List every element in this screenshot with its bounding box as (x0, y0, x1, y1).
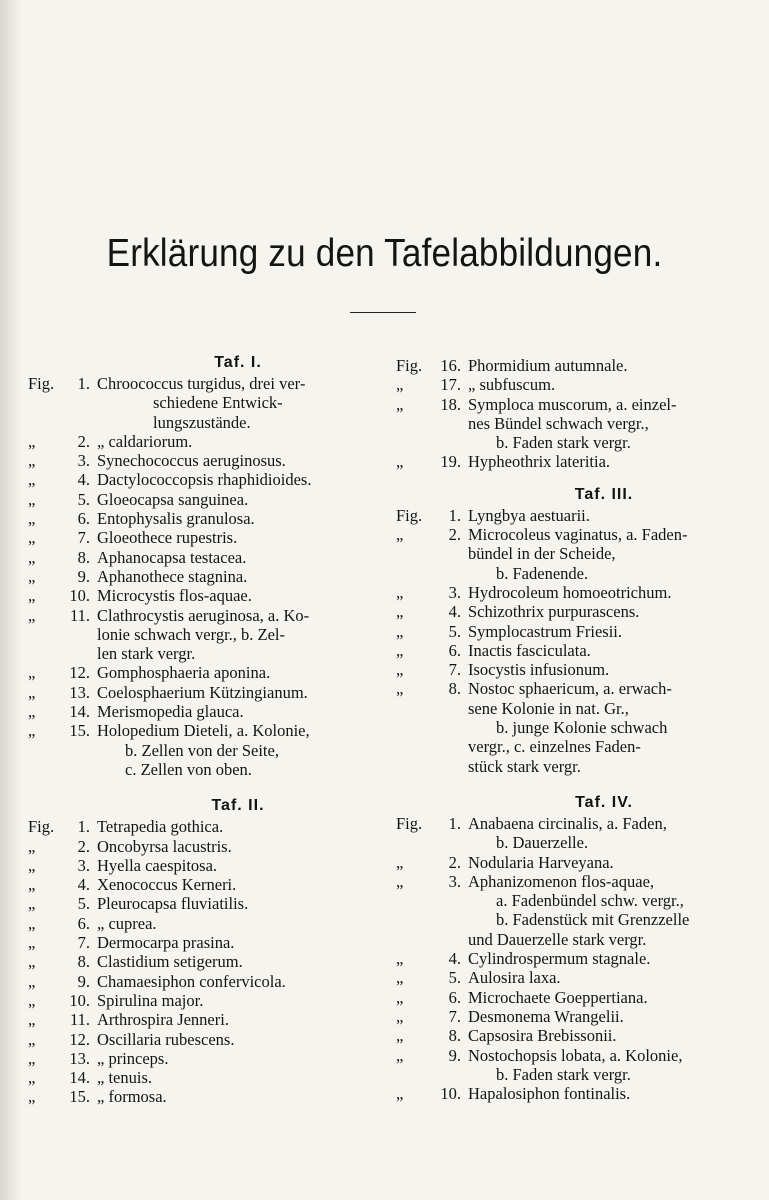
figure-prefix (396, 718, 432, 737)
figure-description: stück stark vergr. (468, 756, 581, 776)
figure-number: 5. (77, 894, 90, 914)
figure-description: Isocystis infusionum. (468, 660, 610, 680)
figure-entry-continuation (396, 718, 742, 737)
figure-entry (28, 683, 378, 702)
figure-entry-continuation (396, 699, 742, 718)
figure-entry (28, 1049, 378, 1068)
figure-prefix: „ (396, 871, 404, 891)
figure-prefix: „ (28, 586, 36, 606)
figure-description: Hyella caespitosa. (97, 855, 218, 875)
figure-number: 7. (448, 1006, 461, 1026)
figure-entry (28, 894, 378, 913)
tafel-2-list (28, 817, 378, 1106)
figure-prefix: „ (396, 1084, 404, 1104)
figure-description: Dactylococcopsis rhaphidioides. (97, 470, 312, 490)
figure-description: Anabaena circinalis, a. Faden, (468, 813, 667, 833)
figure-entry (396, 1046, 742, 1065)
figure-entry (396, 583, 742, 602)
figure-prefix: „ (28, 875, 36, 895)
figure-prefix: „ (28, 547, 36, 567)
figure-number: 3. (77, 451, 90, 471)
tafel-3-list (396, 506, 742, 776)
figure-prefix: „ (28, 855, 36, 875)
figure-number (432, 891, 468, 910)
figure-number: 4. (77, 875, 90, 895)
figure-description: b. junge Kolonie schwach (496, 718, 668, 738)
figure-entry-continuation (396, 757, 742, 776)
figure-description: Merismopedia glauca. (97, 702, 244, 722)
figure-prefix: „ (396, 987, 404, 1007)
figure-description: b. Zellen von der Seite, (125, 740, 279, 760)
figure-description: Tetrapedia gothica. (97, 817, 224, 837)
figure-entry-continuation (396, 544, 742, 563)
figure-number: 3. (448, 582, 461, 602)
figure-entry (28, 837, 378, 856)
figure-description: Entophysalis granulosa. (97, 509, 255, 529)
figure-entry (28, 817, 378, 836)
figure-number (432, 737, 468, 756)
figure-prefix (28, 393, 64, 412)
figure-entry (396, 988, 742, 1007)
figure-entry (28, 721, 378, 740)
figure-prefix: „ (28, 990, 36, 1010)
figure-description: Chamaesiphon confervicola. (97, 971, 286, 991)
figure-entry (28, 1068, 378, 1087)
figure-number: 5. (448, 968, 461, 988)
figure-entry (28, 1010, 378, 1029)
figure-description: Synechococcus aeruginosus. (97, 451, 286, 471)
figure-prefix: Fig. (396, 356, 423, 375)
figure-description: Aulosira laxa. (468, 968, 561, 988)
figure-entry (396, 660, 742, 679)
figure-entry (28, 490, 378, 509)
figure-entry (28, 663, 378, 682)
figure-number: 11. (69, 1010, 90, 1030)
figure-prefix (28, 625, 64, 644)
figure-prefix: „ (396, 852, 404, 872)
figure-entry-continuation (396, 833, 742, 852)
figure-prefix: „ (28, 1010, 36, 1030)
figure-description: Xenococcus Kerneri. (97, 875, 237, 895)
figure-description: Hydrocoleum homoeotrichum. (468, 582, 672, 602)
figure-prefix (396, 564, 432, 583)
figure-entry (396, 872, 742, 891)
figure-description: Clathrocystis aeruginosa, a. Ko- (97, 605, 310, 625)
figure-prefix: „ (28, 1068, 36, 1088)
figure-entry (396, 949, 742, 968)
figure-prefix: „ (396, 968, 404, 988)
figure-number: 3. (77, 855, 90, 875)
figure-entry (28, 374, 378, 393)
figure-prefix (396, 699, 432, 718)
figure-prefix: „ (396, 1045, 404, 1065)
figure-entry (396, 452, 742, 471)
figure-number: 10. (69, 586, 90, 606)
figure-prefix: „ (396, 660, 404, 680)
figure-entry (28, 432, 378, 451)
figure-number: 15. (69, 721, 90, 741)
figure-prefix: „ (28, 721, 36, 741)
left-column (28, 352, 378, 1107)
figure-prefix: „ (396, 1006, 404, 1026)
figure-description: Hapalosiphon fontinalis. (468, 1084, 631, 1104)
figure-entry (28, 606, 378, 625)
figure-description: b. Fadenende. (496, 563, 589, 583)
figure-prefix: „ (396, 679, 404, 699)
figure-number (64, 413, 97, 432)
figure-prefix (28, 741, 64, 760)
figure-entry (396, 968, 742, 987)
figure-number: 1. (77, 374, 90, 393)
figure-number: 6. (448, 640, 461, 660)
figure-description: und Dauerzelle stark vergr. (468, 929, 647, 949)
figure-description: Aphanizomenon flos-aquae, (468, 871, 655, 891)
figure-description: Dermocarpa prasina. (97, 933, 235, 953)
figure-description: Hypheothrix lateritia. (468, 452, 611, 472)
figure-number: 9. (448, 1045, 461, 1065)
figure-number: 11. (69, 605, 90, 625)
figure-prefix: „ (28, 913, 36, 933)
figure-description: Inactis fasciculata. (468, 640, 591, 660)
figure-prefix: „ (396, 602, 404, 622)
right-column (396, 356, 742, 1103)
figure-number (432, 414, 468, 433)
figure-number: 10. (69, 990, 90, 1010)
figure-number: 8. (448, 679, 461, 699)
figure-entry (396, 1084, 742, 1103)
figure-entry (28, 567, 378, 586)
figure-description: len stark vergr. (97, 644, 196, 664)
figure-entry-continuation (396, 414, 742, 433)
figure-number: 12. (69, 663, 90, 683)
figure-description: Schizothrix purpurascens. (468, 602, 640, 622)
figure-prefix: „ (28, 933, 36, 953)
figure-description: Microcystis flos-aquae. (97, 586, 252, 606)
figure-number: 7. (77, 933, 90, 953)
figure-description: Nostoc sphaericum, a. erwach- (468, 679, 672, 699)
figure-entry (396, 375, 742, 394)
figure-entry (28, 548, 378, 567)
figure-number: 5. (77, 489, 90, 509)
figure-prefix: „ (28, 1048, 36, 1068)
figure-prefix: „ (28, 470, 36, 490)
figure-number: 9. (77, 971, 90, 991)
figure-description: nes Bündel schwach vergr., (468, 413, 649, 433)
figure-description: Desmonema Wrangelii. (468, 1006, 624, 1026)
figure-number: 7. (448, 660, 461, 680)
figure-description: Arthrospira Jenneri. (97, 1010, 229, 1030)
tafel-1-list (28, 374, 378, 779)
page-edge-shadow (0, 0, 22, 1200)
figure-prefix: „ (28, 489, 36, 509)
tafel-4-list (396, 814, 742, 1103)
figure-entry (28, 586, 378, 605)
figure-entry (396, 356, 742, 375)
figure-description: „ cuprea. (97, 913, 157, 933)
figure-description: c. Zellen von oben. (125, 759, 252, 779)
figure-entry-continuation (396, 737, 742, 756)
figure-description: Oscillaria rubescens. (97, 1029, 235, 1049)
tafel-2-continued-list (396, 356, 742, 472)
figure-prefix: „ (396, 525, 404, 545)
figure-number: 9. (77, 566, 90, 586)
figure-description: Gomphosphaeria aponina. (97, 663, 271, 683)
figure-description: „ formosa. (97, 1087, 167, 1107)
figure-entry-continuation (28, 741, 378, 760)
figure-description: bündel in der Scheide, (468, 544, 616, 564)
figure-description: sene Kolonie in nat. Gr., (468, 698, 629, 718)
figure-entry-continuation (396, 1065, 742, 1084)
figure-entry (28, 509, 378, 528)
figure-description: „ tenuis. (97, 1068, 152, 1088)
figure-entry (28, 1030, 378, 1049)
figure-number (432, 433, 468, 452)
figure-entry (396, 506, 742, 525)
figure-prefix: Fig. (396, 505, 423, 525)
figure-number (64, 760, 97, 779)
figure-prefix (396, 737, 432, 756)
figure-number: 2. (448, 525, 461, 545)
figure-description: Aphanocapsa testacea. (97, 547, 247, 567)
figure-entry (396, 1026, 742, 1045)
figure-number: 8. (448, 1026, 461, 1046)
figure-number: 8. (77, 547, 90, 567)
figure-prefix: „ (28, 509, 36, 529)
figure-prefix: „ (396, 949, 404, 969)
figure-prefix: „ (28, 528, 36, 548)
figure-number (432, 910, 468, 929)
figure-number: 6. (77, 913, 90, 933)
figure-description: Oncobyrsa lacustris. (97, 836, 232, 856)
figure-entry (28, 972, 378, 991)
figure-entry-continuation (28, 760, 378, 779)
figure-description: Spirulina major. (97, 990, 204, 1010)
figure-number: 15. (69, 1087, 90, 1107)
figure-description: Pleurocapsa fluviatilis. (97, 894, 249, 914)
figure-description: Symploca muscorum, a. einzel- (468, 394, 677, 414)
figure-entry-continuation (28, 625, 378, 644)
figure-entry (28, 451, 378, 470)
figure-description: lungszustände. (153, 412, 251, 432)
figure-description: lonie schwach vergr., b. Zel- (97, 624, 286, 644)
figure-number: 2. (77, 431, 90, 451)
figure-entry-continuation (28, 393, 378, 412)
figure-number: 1. (448, 505, 461, 525)
figure-entry (28, 470, 378, 489)
figure-description: Holopedium Dieteli, a. Kolonie, (97, 721, 310, 741)
figure-prefix: „ (396, 452, 404, 472)
figure-number (432, 544, 468, 563)
figure-number (64, 625, 97, 644)
figure-description: Clastidium setigerum. (97, 952, 243, 972)
figure-entry (28, 702, 378, 721)
figure-entry-continuation (396, 910, 742, 929)
figure-number: 1. (77, 817, 90, 837)
figure-prefix: „ (28, 451, 36, 471)
figure-entry (396, 602, 742, 621)
page-title: Erklärung zu den Tafelabbildungen. (106, 232, 663, 275)
figure-prefix (396, 833, 432, 852)
figure-number: 6. (77, 509, 90, 529)
figure-number: 4. (77, 470, 90, 490)
figure-number: 13. (69, 682, 90, 702)
figure-prefix (396, 930, 432, 949)
figure-entry (28, 528, 378, 547)
figure-prefix: „ (396, 375, 404, 395)
figure-prefix: „ (28, 702, 36, 722)
figure-number: 16. (440, 356, 461, 375)
figure-entry (396, 622, 742, 641)
figure-number: 4. (448, 949, 461, 969)
figure-number: 8. (77, 952, 90, 972)
figure-description: Lyngbya aestuarii. (468, 505, 590, 525)
figure-prefix: „ (396, 394, 404, 414)
figure-description: „ subfuscum. (468, 375, 556, 395)
figure-entry (396, 641, 742, 660)
figure-number: 13. (69, 1048, 90, 1068)
figure-entry-continuation (28, 644, 378, 663)
figure-prefix: „ (28, 1087, 36, 1107)
figure-number: 19. (440, 452, 461, 472)
figure-prefix: „ (28, 894, 36, 914)
figure-description: „ caldariorum. (97, 431, 193, 451)
figure-entry (396, 525, 742, 544)
figure-entry-continuation (28, 413, 378, 432)
figure-number (64, 644, 97, 663)
title-divider (350, 312, 416, 313)
figure-description: b. Faden stark vergr. (496, 433, 631, 453)
figure-number (432, 833, 468, 852)
figure-prefix: „ (396, 1026, 404, 1046)
figure-prefix: Fig. (28, 817, 55, 837)
figure-entry (396, 679, 742, 698)
figure-entry (396, 395, 742, 414)
figure-entry (28, 952, 378, 971)
figure-entry (396, 814, 742, 833)
figure-prefix (28, 413, 64, 432)
figure-description: schiedene Entwick- (153, 393, 283, 413)
figure-prefix: „ (28, 1029, 36, 1049)
figure-number: 17. (440, 375, 461, 395)
figure-number (432, 564, 468, 583)
figure-prefix: „ (396, 621, 404, 641)
figure-entry (28, 875, 378, 894)
figure-number: 3. (448, 871, 461, 891)
figure-description: Microcoleus vaginatus, a. Faden- (468, 525, 688, 545)
figure-description: Gloeocapsa sanguinea. (97, 489, 249, 509)
figure-number (64, 393, 97, 412)
figure-description: Chroococcus turgidus, drei ver- (97, 374, 306, 393)
figure-number: 12. (69, 1029, 90, 1049)
figure-entry (28, 991, 378, 1010)
figure-description: Nostochopsis lobata, a. Kolonie, (468, 1045, 683, 1065)
figure-description: Nodularia Harveyana. (468, 852, 614, 872)
figure-prefix: „ (28, 952, 36, 972)
figure-entry (28, 933, 378, 952)
figure-description: Capsosira Brebissonii. (468, 1026, 617, 1046)
figure-number (64, 741, 97, 760)
figure-description: b. Dauerzelle. (496, 833, 589, 853)
figure-description: Phormidium autumnale. (468, 356, 628, 375)
figure-prefix (28, 644, 64, 663)
figure-number (432, 718, 468, 737)
tafel-4-heading: Taf. IV. (575, 793, 633, 811)
figure-prefix: „ (396, 640, 404, 660)
figure-prefix (396, 1065, 432, 1084)
figure-number: 18. (440, 394, 461, 414)
figure-prefix: „ (28, 605, 36, 625)
figure-prefix (396, 910, 432, 929)
figure-number: 2. (77, 836, 90, 856)
figure-entry (396, 853, 742, 872)
figure-entry-continuation (396, 433, 742, 452)
figure-prefix (396, 757, 432, 776)
figure-prefix: Fig. (396, 813, 423, 833)
figure-number: 14. (69, 702, 90, 722)
figure-prefix: „ (28, 431, 36, 451)
figure-prefix (396, 433, 432, 452)
figure-entry (396, 1007, 742, 1026)
figure-description: Aphanothece stagnina. (97, 566, 248, 586)
figure-number: 7. (77, 528, 90, 548)
figure-description: Coelosphaerium Kützingianum. (97, 682, 308, 702)
figure-number (432, 1065, 468, 1084)
tafel-1-heading: Taf. I. (214, 354, 262, 371)
figure-number: 2. (448, 852, 461, 872)
figure-prefix (396, 891, 432, 910)
figure-prefix: Fig. (28, 374, 55, 393)
figure-entry (28, 856, 378, 875)
figure-number: 1. (448, 813, 461, 833)
figure-prefix: „ (28, 663, 36, 683)
figure-prefix (396, 414, 432, 433)
figure-description: vergr., c. einzelnes Faden- (468, 737, 641, 757)
figure-description: Symplocastrum Friesii. (468, 621, 622, 641)
figure-entry-continuation (396, 930, 742, 949)
figure-description: a. Fadenbündel schw. vergr., (496, 891, 684, 911)
figure-prefix (396, 544, 432, 563)
figure-number: 4. (448, 602, 461, 622)
figure-number (432, 930, 468, 949)
figure-description: „ princeps. (97, 1048, 169, 1068)
figure-prefix: „ (396, 582, 404, 602)
figure-number: 14. (69, 1068, 90, 1088)
figure-number: 10. (440, 1084, 461, 1104)
figure-prefix: „ (28, 682, 36, 702)
tafel-3-heading: Taf. III. (574, 485, 634, 503)
figure-prefix (28, 760, 64, 779)
figure-entry (28, 1087, 378, 1106)
figure-entry-continuation (396, 891, 742, 910)
figure-prefix: „ (28, 971, 36, 991)
figure-number: 6. (448, 987, 461, 1007)
figure-number: 5. (448, 621, 461, 641)
figure-entry-continuation (396, 564, 742, 583)
figure-description: Cylindrospermum stagnale. (468, 949, 651, 969)
figure-prefix: „ (28, 566, 36, 586)
tafel-2-heading: Taf. II. (211, 797, 265, 815)
figure-description: Microchaete Goeppertiana. (468, 987, 648, 1007)
figure-description: Gloeothece rupestris. (97, 528, 238, 548)
figure-number (432, 757, 468, 776)
figure-description: b. Faden stark vergr. (496, 1064, 631, 1084)
figure-prefix: „ (28, 836, 36, 856)
figure-number (432, 699, 468, 718)
figure-entry (28, 914, 378, 933)
figure-description: b. Fadenstück mit Grenzzelle (496, 910, 690, 930)
